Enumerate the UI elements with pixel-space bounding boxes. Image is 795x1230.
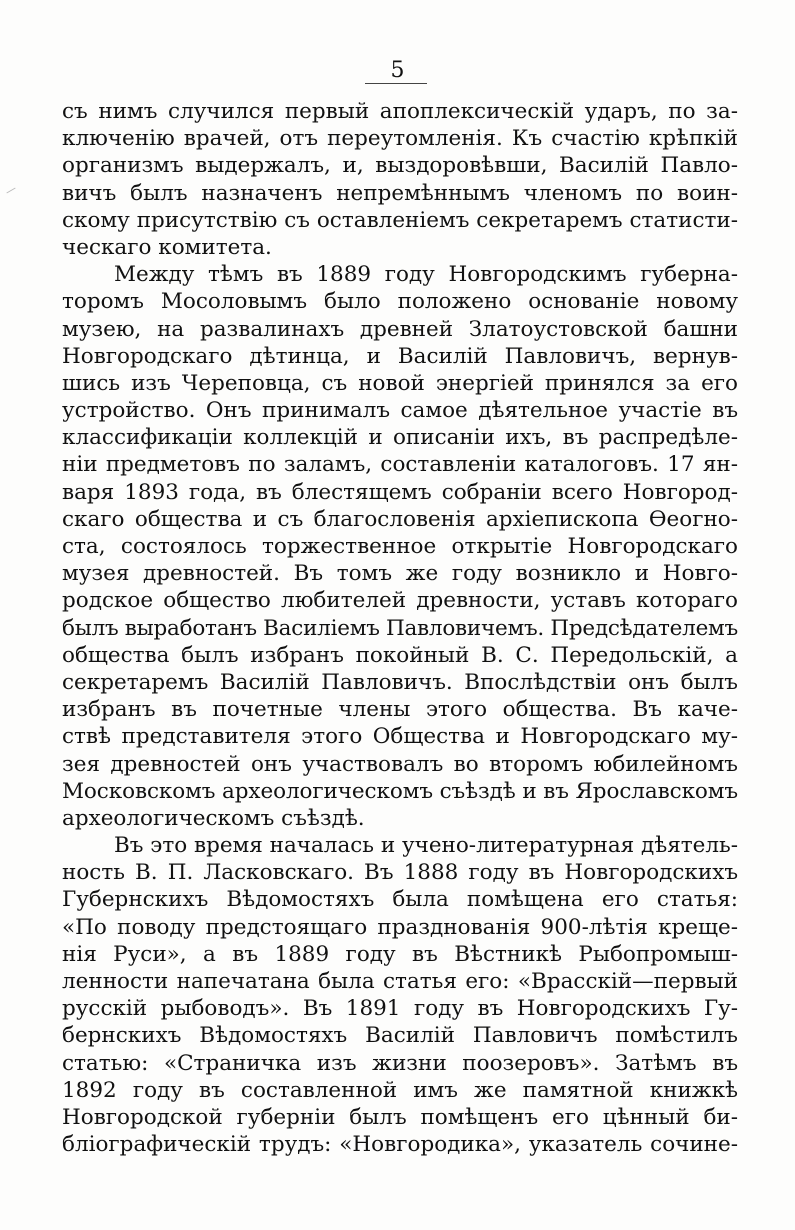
- text-line: бліографическій трудъ: «Новгородика», указатель сочине-: [62, 1132, 738, 1158]
- text-line: бернскихъ Вѣдомостяхъ Василій Павловичъ помѣстилъ: [62, 1023, 738, 1049]
- page-number: 5: [390, 58, 405, 83]
- text-line: съ нимъ случился первый апоплексическій ударъ, по за-: [62, 99, 738, 124]
- text-line: нія Руси», а въ 1889 году въ Вѣстникѣ Рыбопромыш-: [62, 941, 738, 967]
- body-text: [62, 98, 738, 1158]
- text-line: Между тѣмъ въ 1889 году Новгородскимъ губерна-: [114, 262, 738, 288]
- text-line: археологическомъ съѣздѣ.: [62, 805, 365, 831]
- text-line: торомъ Мосоловымъ было положено основаніе новому: [62, 289, 738, 315]
- text-line: организмъ выдержалъ, и, выздоровѣвши, Василій Павло-: [62, 153, 738, 179]
- text-line: шись изъ Череповца, съ новой энергіей принялся за его: [62, 370, 738, 396]
- text-line: Новгородскаго дѣтинца, и Василій Павловичъ, вернув-: [62, 343, 738, 369]
- text-line: варя 1893 года, въ блестящемъ собраніи всего Новгород-: [62, 479, 738, 505]
- text-line: 1892 году въ составленной имъ же памятной книжкѣ: [62, 1077, 738, 1103]
- text-line: музею, на развалинахъ древней Златоустовской башни: [62, 316, 738, 342]
- text-line: русскій рыбоводъ». Въ 1891 году въ Новгородскихъ Гу-: [62, 996, 738, 1022]
- text-line: ность В. П. Ласковскаго. Въ 1888 году въ Новгородскихъ: [62, 860, 738, 886]
- text-line: Въ это время началась и учено-литературная дѣятель-: [114, 833, 738, 859]
- text-line: скому присутствію съ оставленіемъ секретаремъ статисти-: [62, 207, 738, 233]
- text-line: вичъ былъ назначенъ непремѣннымъ членомъ по воин-: [62, 180, 738, 206]
- text-line: зея древностей онъ участвовалъ во второмъ юбилейномъ: [62, 751, 738, 777]
- text-line: секретаремъ Василій Павловичъ. Впослѣдствіи онъ былъ: [62, 669, 738, 695]
- margin-mark: [6, 188, 15, 194]
- text-line: родское общество любителей древности, уставъ котораго: [62, 588, 738, 614]
- text-line: ческаго комитета.: [62, 234, 272, 260]
- text-line: классификаціи коллекцій и описаніи ихъ, въ распредѣле-: [62, 425, 738, 451]
- text-line: музея древностей. Въ томъ же году возникло и Новго-: [62, 561, 738, 587]
- text-line: статью: «Страничка изъ жизни поозеровъ». Затѣмъ въ: [62, 1050, 738, 1076]
- text-line: ленности напечатана была статья его: «Врасскій—первый: [62, 969, 738, 994]
- text-line: Губернскихъ Вѣдомостяхъ была помѣщена его статья:: [62, 887, 738, 913]
- text-line: Московскомъ археологическомъ съѣздѣ и въ Ярославскомъ: [62, 778, 738, 804]
- text-line: былъ выработанъ Василіемъ Павловичемъ. Предсѣдателемъ: [62, 615, 738, 641]
- text-line: «По поводу предстоящаго празднованія 900-лѣтія креще-: [62, 914, 738, 940]
- text-line: общества былъ избранъ покойный В. С. Передольскій, а: [62, 642, 738, 668]
- text-line: ствѣ представителя этого Общества и Новгородскаго му-: [62, 724, 738, 750]
- text-line: избранъ въ почетные члены этого общества. Въ каче-: [62, 697, 738, 723]
- text-line: скаго общества и съ благословенія архіепископа Ѳеогно-: [62, 506, 738, 532]
- text-line: Новгородской губерніи былъ помѣщенъ его цѣнный би-: [62, 1104, 738, 1130]
- page-number-rule: [365, 83, 427, 84]
- text-line: ніи предметовъ по заламъ, составленіи каталоговъ. 17 ян-: [62, 452, 738, 478]
- text-line: ста, состоялось торжественное открытіе Новгородскаго: [62, 534, 738, 559]
- text-line: устройство. Онъ принималъ самое дѣятельное участіе въ: [62, 398, 738, 424]
- text-line: ключенію врачей, отъ переутомленія. Къ счастію крѣпкій: [62, 126, 738, 152]
